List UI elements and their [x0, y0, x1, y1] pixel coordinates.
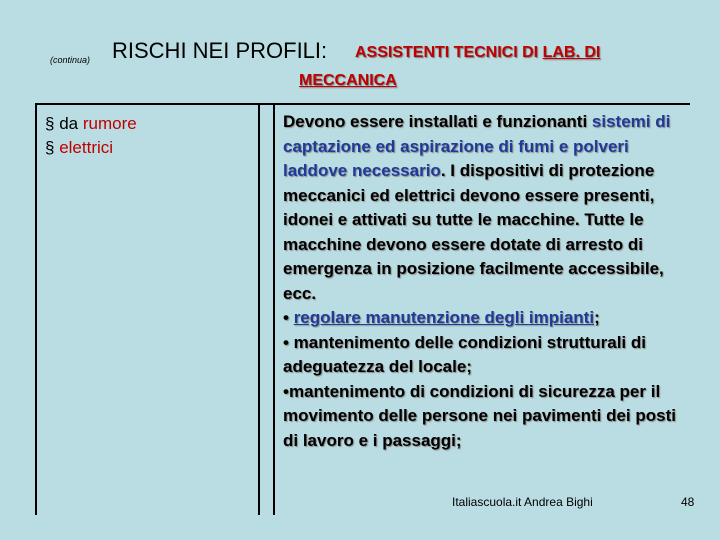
table-divider-2 [273, 103, 275, 515]
page-number: 48 [681, 495, 695, 509]
table-divider-1 [258, 103, 260, 515]
bullet-icon: § [45, 114, 55, 133]
table-border-left [35, 103, 37, 515]
bullet-icon: § [45, 138, 55, 157]
bullet-condizioni: • mantenimento delle condizioni strutturali di adeguatezza del locale; [283, 332, 646, 376]
intro-blue-text: sistemi di captazione ed aspirazione di fumi e polveri laddove necessario [283, 112, 671, 180]
slide-title [0, 0, 720, 100]
risk-label: rumore [82, 114, 137, 133]
risk-prefix: da [59, 114, 83, 133]
title-black-text: RISCHI NEI PROFILI: [112, 38, 328, 63]
intro-text: Devono essere installati e funzionanti [283, 112, 592, 131]
body-text: . I dispositivi di protezione meccanici ed elettrici devono essere presenti, idonei e attivati su tutte le macchine. Tutte le macchine devono essere dotate di arresto di emergenza in posizione facilmente accessibile, ecc. [283, 161, 664, 303]
title-red-underlined: LAB. DI [542, 44, 601, 61]
measures-text [283, 110, 683, 453]
bullet-sicurezza: •mantenimento di condizioni di sicurezza per il movimento delle persone nei pavimenti dei posti di lavoro e i passaggi; [283, 381, 676, 450]
continua-label: (continua) [50, 55, 91, 65]
bullet-end: ; [594, 308, 600, 327]
title-red-text [355, 44, 600, 62]
bullet-manutenzione [283, 306, 683, 331]
footer-credit: Italiascuola.it Andrea Bighi [452, 495, 593, 509]
title-red-second-line: MECCANICA [299, 72, 397, 89]
title-red-part: ASSISTENTI TECNICI DI [355, 44, 543, 61]
risk-list [45, 112, 137, 160]
risk-label: elettrici [59, 138, 114, 157]
bullet-mark: • [283, 308, 294, 327]
manutenzione-link[interactable]: regolare manutenzione degli impianti [293, 308, 595, 327]
measures-paragraph [283, 110, 683, 306]
risk-item-elettrici [45, 136, 137, 160]
risk-item-rumore [45, 112, 137, 136]
